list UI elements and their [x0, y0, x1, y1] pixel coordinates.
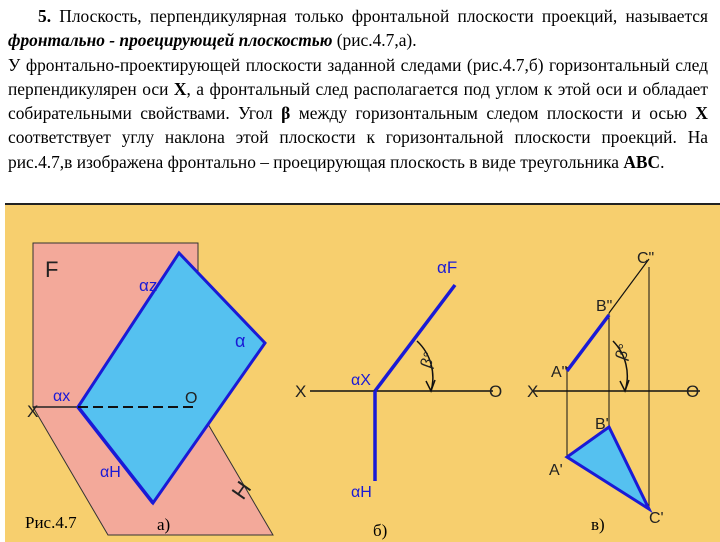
text-run: соответствует углу наклона этой плоскости к горизонтальной плоскости проекций. На рис.4.7,в изображена фронтально – проецирующая плоскость в виде треугольника	[8, 127, 708, 172]
label-c2: C"	[637, 250, 655, 267]
axis-x-ref: X	[695, 103, 708, 124]
text-run: (рис.4.7,а).	[332, 30, 417, 51]
label-a2: A"	[551, 364, 568, 381]
label-part-b: б)	[373, 521, 388, 540]
paragraph-traces	[8, 53, 708, 174]
horizontal-projection-abc	[567, 427, 649, 509]
text-run: Плоскость, перпендикулярная только фронтальной плоскости проекций, называется	[51, 6, 708, 26]
label-f: F	[45, 257, 59, 282]
label-x-a: X	[27, 402, 39, 421]
text-run: У фронтально-проектирующей плоскости заданной следами (рис.4.7,б) горизонтальный след перпендикулярен оси	[8, 54, 708, 99]
text-run: между горизонтальным следом плоскости и осью	[290, 103, 696, 124]
text-run: .	[660, 151, 665, 172]
label-a1: A'	[549, 462, 563, 479]
label-part-c: в)	[591, 515, 605, 534]
label-c1: C'	[649, 510, 664, 527]
frontal-projection-abc	[567, 315, 609, 371]
label-h: H	[226, 476, 257, 504]
figure-caption: Рис.4.7	[25, 513, 77, 532]
label-o-c: O	[686, 382, 700, 401]
text-run: , а фронтальный след располагается под углом к этой оси и обладает собирательными свойствами. Угол	[8, 78, 708, 124]
label-alpha-h-b: αH	[351, 484, 372, 501]
beta-ref: β	[281, 103, 291, 124]
label-b1: B'	[595, 416, 609, 433]
frontal-projection-extension	[609, 259, 649, 313]
axis-x-ref: X	[173, 78, 187, 99]
triangle-abc-ref: ABC	[623, 151, 661, 172]
label-part-a: а)	[157, 515, 171, 534]
label-x-b: X	[295, 382, 307, 401]
angle-arrow-b	[426, 380, 435, 391]
label-x-c: X	[527, 382, 539, 401]
item-number: 5.	[38, 6, 52, 26]
label-o-a: O	[185, 390, 198, 407]
paragraph-definition	[8, 4, 708, 53]
text-block	[8, 4, 708, 174]
label-beta-c: β°	[612, 341, 635, 363]
label-alpha-f: αF	[437, 258, 458, 277]
term-frontal-projecting-plane: фронтально - проецирующей плоскостью	[8, 30, 333, 51]
label-alpha-x-b: αX	[351, 372, 371, 389]
label-b2: B"	[596, 298, 613, 315]
label-alpha-h-a: αH	[100, 464, 121, 481]
label-o-b: O	[489, 382, 503, 401]
figure-4-7	[5, 203, 720, 542]
angle-arrow-c	[620, 380, 629, 391]
trace-alpha-f	[375, 285, 455, 391]
label-alpha: α	[235, 331, 246, 351]
label-alpha-x-a: αx	[53, 388, 71, 405]
figure-drawing	[5, 205, 720, 542]
label-alpha-z: αz	[139, 276, 158, 295]
label-beta-b: β°	[417, 349, 440, 371]
